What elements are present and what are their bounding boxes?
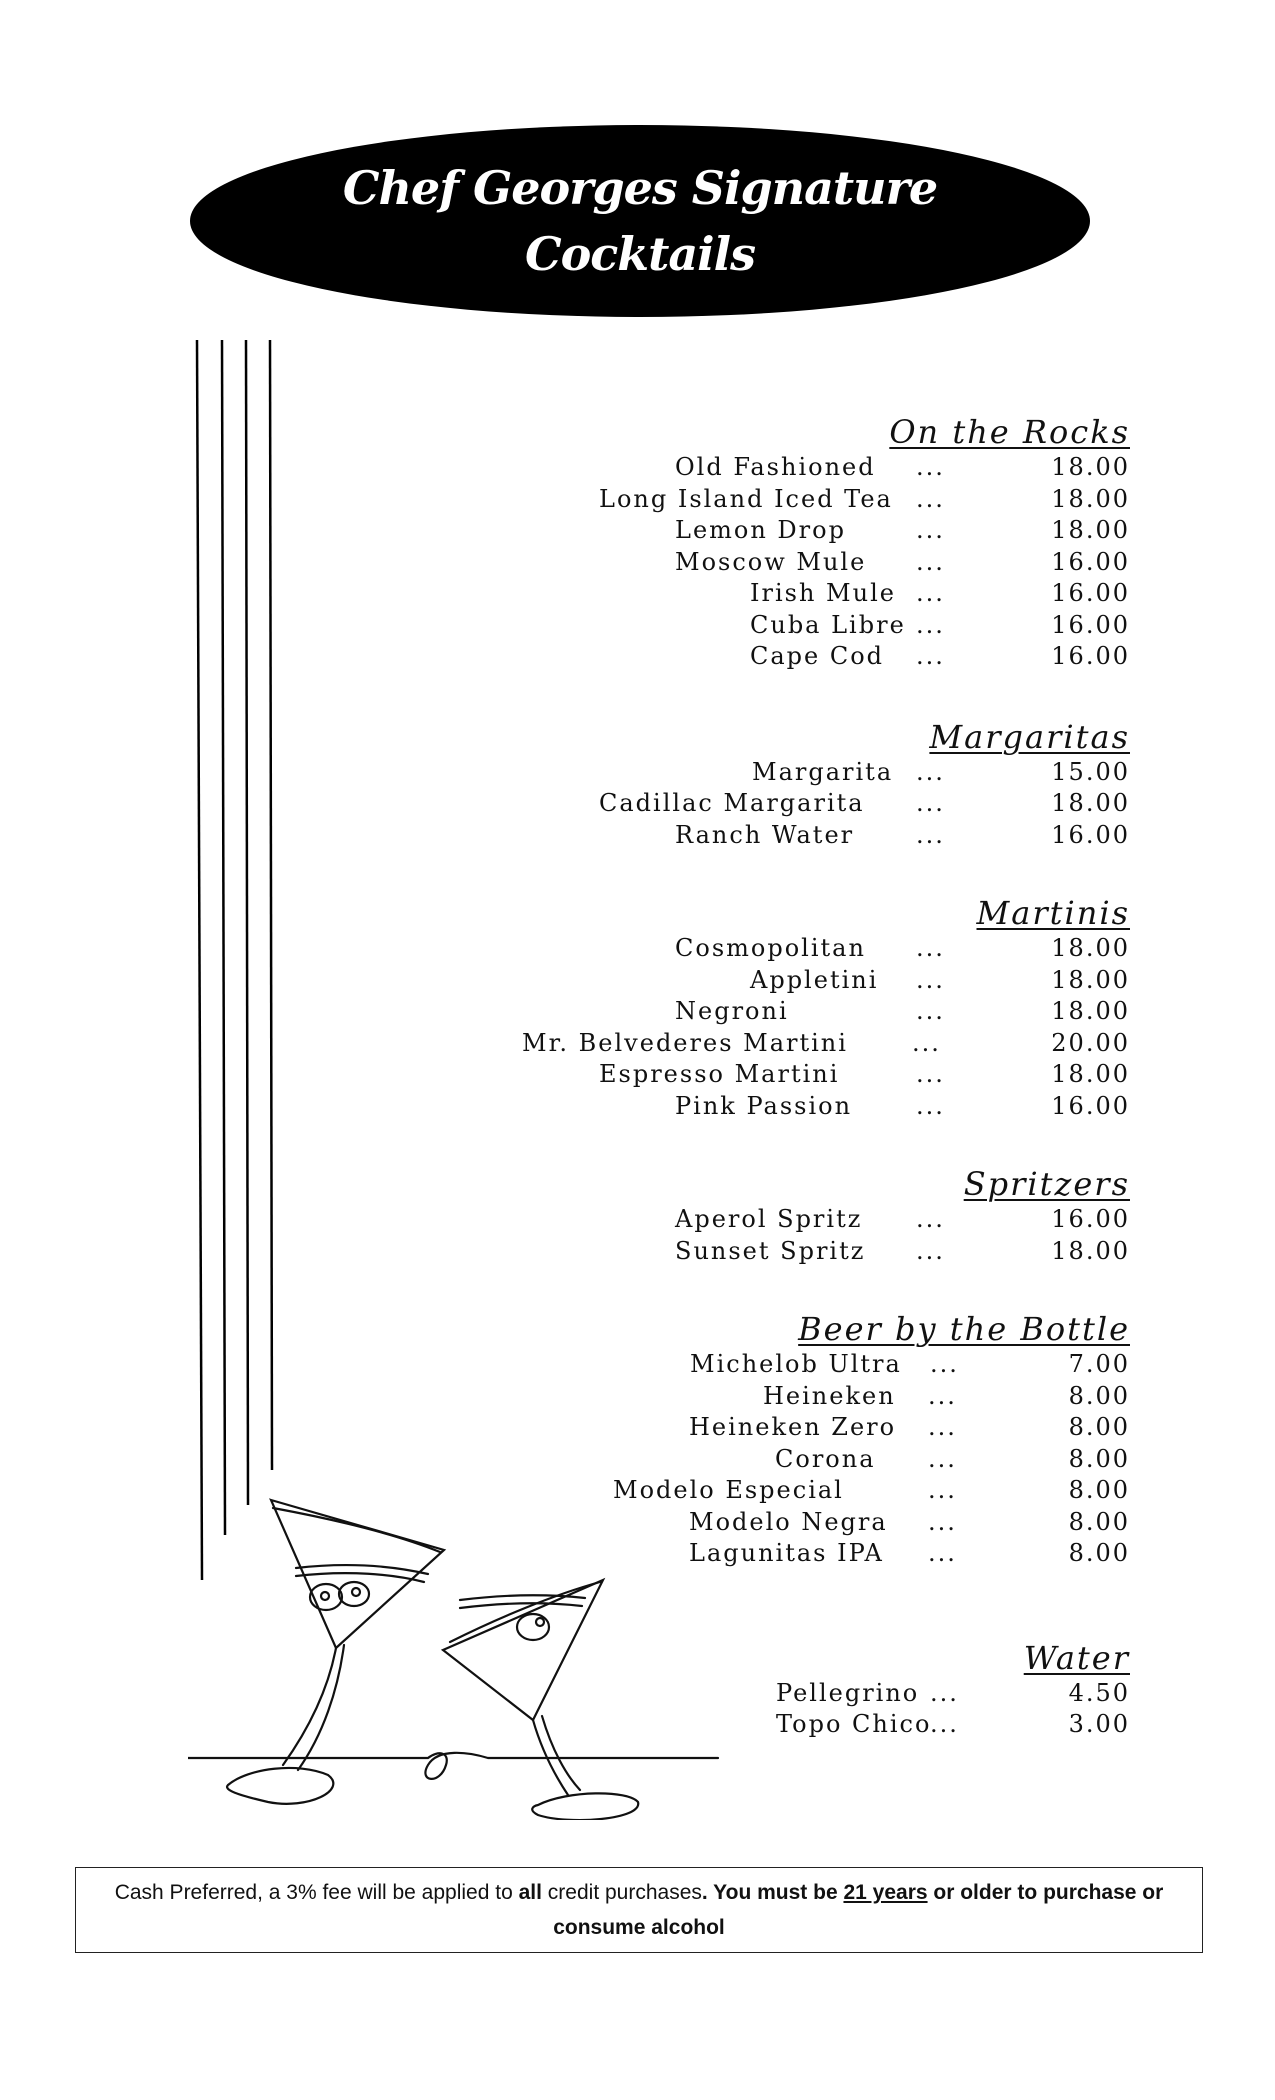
item-name: Espresso Martini bbox=[599, 1060, 840, 1088]
menu-item bbox=[530, 1444, 1130, 1476]
item-dots: ... bbox=[930, 1710, 959, 1738]
item-price: 4.50 bbox=[1068, 1678, 1130, 1707]
item-name: Irish Mule bbox=[750, 579, 896, 607]
menu-item bbox=[530, 578, 1130, 610]
notice-age-text: or older to purchase or consume alcohol bbox=[553, 1881, 1164, 1939]
section-spritzers bbox=[530, 1164, 1130, 1267]
drink-menu bbox=[522, 412, 1130, 1741]
item-price: 16.00 bbox=[1051, 547, 1130, 576]
menu-item bbox=[530, 820, 1130, 852]
item-price: 8.00 bbox=[1068, 1539, 1130, 1567]
menu-item bbox=[530, 788, 1130, 820]
item-name: Lemon Drop bbox=[675, 516, 846, 544]
item-price: 15.00 bbox=[1051, 757, 1130, 786]
item-price: 18.00 bbox=[1051, 453, 1130, 481]
section-heading-martinis: Martinis bbox=[976, 894, 1130, 932]
item-price: 8.00 bbox=[1068, 1413, 1130, 1441]
menu-item bbox=[530, 515, 1130, 547]
menu-item bbox=[530, 996, 1130, 1028]
item-name: Sunset Spritz bbox=[675, 1236, 866, 1265]
item-dots: ... bbox=[912, 1028, 941, 1057]
menu-item bbox=[530, 1412, 1130, 1444]
notice-text: Cash Preferred, a 3% fee will be applied to bbox=[114, 1881, 519, 1904]
menu-item bbox=[522, 1028, 1130, 1060]
item-name: Cape Cod bbox=[750, 642, 885, 670]
item-name: Long Island Iced Tea bbox=[599, 484, 893, 513]
section-beer bbox=[530, 1309, 1130, 1570]
item-dots: ... bbox=[916, 516, 945, 544]
item-price: 16.00 bbox=[1051, 610, 1130, 639]
section-heading-spritzers: Spritzers bbox=[963, 1165, 1130, 1203]
section-water bbox=[530, 1638, 1130, 1741]
item-dots: ... bbox=[930, 1678, 959, 1707]
item-price: 18.00 bbox=[1051, 484, 1130, 513]
menu-item bbox=[530, 1678, 1130, 1710]
item-price: 3.00 bbox=[1068, 1710, 1130, 1738]
menu-item bbox=[530, 452, 1130, 484]
menu-item bbox=[530, 933, 1130, 965]
title-banner bbox=[190, 125, 1090, 317]
menu-item bbox=[530, 757, 1130, 789]
payment-notice bbox=[75, 1867, 1203, 1953]
item-price: 8.00 bbox=[1068, 1507, 1130, 1536]
item-price: 18.00 bbox=[1051, 789, 1130, 817]
title-line-1: Chef Georges Signature bbox=[342, 161, 938, 215]
item-name: Corona bbox=[775, 1444, 876, 1473]
item-name: Margarita bbox=[752, 757, 894, 786]
item-price: 7.00 bbox=[1068, 1350, 1130, 1378]
menu-item bbox=[530, 1538, 1130, 1570]
menu-item bbox=[530, 610, 1130, 642]
item-dots: ... bbox=[928, 1539, 957, 1567]
item-price: 18.00 bbox=[1051, 934, 1130, 962]
item-name: Michelob Ultra bbox=[690, 1350, 902, 1378]
item-price: 20.00 bbox=[1051, 1028, 1130, 1057]
item-dots: ... bbox=[916, 642, 945, 670]
item-price: 16.00 bbox=[1051, 579, 1130, 607]
item-name: Modelo Especial bbox=[613, 1476, 844, 1504]
menu-item bbox=[530, 1059, 1130, 1091]
notice-all: all bbox=[518, 1881, 542, 1904]
menu-item bbox=[530, 965, 1130, 997]
item-price: 18.00 bbox=[1051, 1060, 1130, 1088]
section-heading-beer: Beer by the Bottle bbox=[798, 1310, 1130, 1348]
item-name: Negroni bbox=[675, 997, 789, 1025]
item-name: Ranch Water bbox=[675, 820, 855, 849]
notice-age: 21 years bbox=[843, 1881, 928, 1904]
item-name: Moscow Mule bbox=[675, 547, 867, 576]
item-dots: ... bbox=[916, 1060, 945, 1088]
item-dots: ... bbox=[916, 965, 945, 994]
item-name: Lagunitas IPA bbox=[689, 1539, 884, 1567]
item-dots: ... bbox=[930, 1350, 959, 1378]
section-heading-rocks: On the Rocks bbox=[889, 413, 1130, 451]
item-dots: ... bbox=[916, 934, 945, 962]
menu-item bbox=[530, 1507, 1130, 1539]
item-price: 16.00 bbox=[1051, 820, 1130, 849]
item-name: Cuba Libre bbox=[750, 610, 906, 639]
item-name: Aperol Spritz bbox=[675, 1205, 863, 1233]
section-martinis bbox=[522, 893, 1130, 1122]
menu-item bbox=[530, 1091, 1130, 1123]
item-dots: ... bbox=[916, 1236, 945, 1265]
section-on-the-rocks bbox=[530, 412, 1130, 673]
menu-item bbox=[530, 1709, 1130, 1741]
item-price: 18.00 bbox=[1051, 997, 1130, 1025]
item-price: 16.00 bbox=[1051, 642, 1130, 670]
item-name: Heineken bbox=[763, 1381, 896, 1410]
item-name: Old Fashioned bbox=[675, 453, 876, 481]
vertical-lines-decoration bbox=[180, 335, 290, 1585]
item-dots: ... bbox=[916, 1091, 945, 1120]
menu-item bbox=[530, 484, 1130, 516]
title-line-2: Cocktails bbox=[524, 227, 756, 281]
menu-item bbox=[530, 1236, 1130, 1268]
item-dots: ... bbox=[916, 453, 945, 481]
menu-item bbox=[530, 1349, 1130, 1381]
item-dots: ... bbox=[928, 1444, 957, 1473]
item-dots: ... bbox=[928, 1381, 957, 1410]
item-dots: ... bbox=[916, 610, 945, 639]
notice-age-text: . You must be bbox=[701, 1881, 844, 1904]
menu-item bbox=[530, 641, 1130, 673]
item-dots: ... bbox=[916, 789, 945, 817]
item-dots: ... bbox=[928, 1413, 957, 1441]
menu-item bbox=[530, 1475, 1130, 1507]
item-name: Pink Passion bbox=[675, 1091, 853, 1120]
item-dots: ... bbox=[928, 1476, 957, 1504]
item-name: Heineken Zero bbox=[689, 1413, 897, 1441]
menu-item bbox=[530, 547, 1130, 579]
item-name: Mr. Belvederes Martini bbox=[522, 1028, 848, 1057]
item-price: 16.00 bbox=[1051, 1091, 1130, 1120]
section-heading-margaritas: Margaritas bbox=[929, 717, 1130, 756]
item-dots: ... bbox=[916, 1205, 945, 1233]
item-price: 8.00 bbox=[1068, 1476, 1130, 1504]
item-name: Topo Chico bbox=[776, 1710, 932, 1738]
section-heading-water: Water bbox=[1023, 1638, 1130, 1677]
notice-text: credit purchases bbox=[541, 1881, 702, 1904]
item-dots: ... bbox=[916, 484, 945, 513]
item-price: 8.00 bbox=[1068, 1444, 1130, 1473]
section-margaritas bbox=[530, 717, 1130, 852]
item-name: Cosmopolitan bbox=[675, 934, 866, 962]
item-price: 16.00 bbox=[1051, 1205, 1130, 1233]
menu-item bbox=[530, 1381, 1130, 1413]
item-price: 18.00 bbox=[1051, 1236, 1130, 1265]
item-dots: ... bbox=[916, 547, 945, 576]
item-price: 18.00 bbox=[1051, 965, 1130, 994]
item-dots: ... bbox=[928, 1507, 957, 1536]
menu-item bbox=[530, 1204, 1130, 1236]
page-title bbox=[340, 155, 940, 287]
item-name: Pellegrino bbox=[776, 1678, 920, 1707]
item-dots: ... bbox=[916, 820, 945, 849]
item-dots: ... bbox=[916, 757, 945, 786]
item-name: Cadillac Margarita bbox=[599, 789, 865, 817]
item-name: Modelo Negra bbox=[689, 1507, 888, 1536]
item-price: 8.00 bbox=[1068, 1381, 1130, 1410]
item-dots: ... bbox=[916, 997, 945, 1025]
item-dots: ... bbox=[916, 579, 945, 607]
item-name: Appletini bbox=[750, 965, 879, 994]
item-price: 18.00 bbox=[1051, 516, 1130, 544]
